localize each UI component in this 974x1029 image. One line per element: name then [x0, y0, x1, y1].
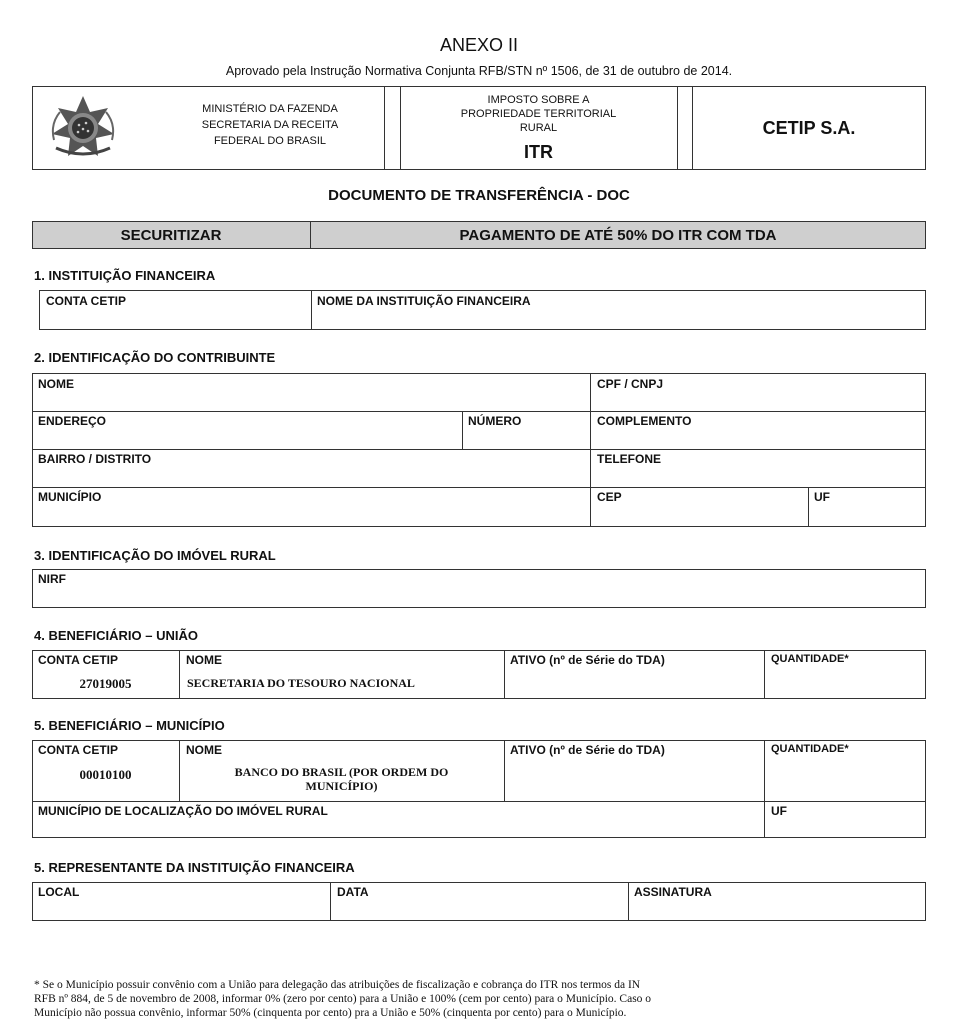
institution-name-field[interactable]: NOME DA INSTITUIÇÃO FINANCEIRA: [317, 294, 531, 308]
row-divider: [32, 411, 926, 412]
municipality-uf-field[interactable]: UF: [771, 804, 787, 818]
union-quantidade-field[interactable]: QUANTIDADE*: [771, 653, 849, 665]
company-name: CETIP S.A.: [762, 118, 856, 138]
section-beneficiary-municipality-title: 5. BENEFICIÁRIO – MUNICÍPIO: [34, 718, 225, 733]
telefone-field[interactable]: TELEFONE: [597, 452, 662, 466]
rural-property-box: [32, 569, 926, 608]
section-taxpayer-title: 2. IDENTIFICAÇÃO DO CONTRIBUINTE: [34, 350, 276, 365]
representative-box: [32, 882, 926, 921]
assinatura-field[interactable]: ASSINATURA: [634, 885, 712, 899]
union-nome-value: SECRETARIA DO TESOURO NACIONAL: [187, 676, 415, 690]
union-nome-label: NOME: [186, 653, 222, 667]
field-divider: [311, 290, 312, 330]
field-divider: [764, 740, 765, 838]
municipality-nome-label: NOME: [186, 743, 222, 757]
field-divider: [764, 650, 765, 699]
footnote-line1: * Se o Município possuir convênio com a União para delegação das atribuições de fiscalização e cobrança do ITR nos termos da IN: [34, 979, 641, 991]
section-rural-property-title: 3. IDENTIFICAÇÃO DO IMÓVEL RURAL: [34, 548, 276, 563]
field-divider: [590, 373, 591, 527]
annex-title: ANEXO II: [439, 35, 519, 55]
section-financial-institution-title: 1. INSTITUIÇÃO FINANCEIRA: [34, 268, 216, 283]
footnote-line3: Município não possua convênio, informar 50% (cinquenta por cento) pra a União e 50% (cinquenta por cento) para o Município.: [34, 1007, 627, 1019]
numero-field[interactable]: NÚMERO: [468, 414, 522, 428]
banner-right: PAGAMENTO DE ATÉ 50% DO ITR COM TDA: [459, 227, 777, 244]
union-conta-cetip-value: 27019005: [79, 676, 132, 691]
cpf-cnpj-field[interactable]: CPF / CNPJ: [597, 377, 664, 391]
municipality-location-field[interactable]: MUNICÍPIO DE LOCALIZAÇÃO DO IMÓVEL RURAL: [38, 804, 328, 818]
municipality-quantidade-field[interactable]: QUANTIDADE*: [771, 743, 849, 755]
data-field[interactable]: DATA: [337, 885, 369, 899]
tax-name-line2: PROPRIEDADE TERRITORIAL: [460, 108, 617, 120]
local-field[interactable]: LOCAL: [38, 885, 80, 899]
conta-cetip-field[interactable]: CONTA CETIP: [46, 294, 126, 308]
banner-left: SECURITIZAR: [120, 227, 222, 244]
union-conta-cetip-label: CONTA CETIP: [38, 653, 118, 667]
federal-name: FEDERAL DO BRASIL: [213, 135, 327, 147]
endereco-field[interactable]: ENDEREÇO: [38, 414, 107, 428]
cep-field[interactable]: CEP: [597, 490, 622, 504]
municipio-field[interactable]: MUNICÍPIO: [38, 490, 102, 504]
municipality-nome-value-line1: BANCO DO BRASIL (POR ORDEM DO: [234, 765, 449, 779]
field-divider: [179, 650, 180, 699]
field-divider: [330, 882, 331, 921]
tax-code: ITR: [524, 142, 553, 162]
header-divider: [677, 86, 678, 170]
row-divider: [32, 487, 926, 488]
footnote-line2: RFB nº 884, de 5 de novembro de 2008, informar 0% (zero por cento) para a União e 100% (cem por cento) para o Município. Caso o: [34, 993, 652, 1005]
field-divider: [504, 650, 505, 699]
nome-field[interactable]: NOME: [38, 377, 74, 391]
row-divider: [32, 449, 926, 450]
bairro-field[interactable]: BAIRRO / DISTRITO: [38, 452, 152, 466]
document-title: DOCUMENTO DE TRANSFERÊNCIA - DOC: [328, 187, 630, 204]
row-divider: [32, 801, 926, 802]
section-beneficiary-union-title: 4. BENEFICIÁRIO – UNIÃO: [34, 628, 198, 643]
nirf-field[interactable]: NIRF: [38, 572, 66, 586]
secretariat-name: SECRETARIA DA RECEITA: [201, 119, 339, 131]
complemento-field[interactable]: COMPLEMENTO: [597, 414, 692, 428]
field-divider: [504, 740, 505, 801]
municipality-nome-value-line2: MUNICÍPIO): [305, 779, 378, 793]
field-divider: [808, 487, 809, 527]
field-divider: [462, 411, 463, 449]
taxpayer-box: [32, 373, 926, 527]
approval-line: Aprovado pela Instrução Normativa Conjunta RFB/STN nº 1506, de 31 de outubro de 2014.: [225, 64, 733, 78]
coat-of-arms-seal: [46, 94, 120, 162]
field-divider: [628, 882, 629, 921]
municipality-ativo-field[interactable]: ATIVO (nº de Série do TDA): [510, 743, 665, 757]
municipality-conta-cetip-value: 00010100: [79, 767, 132, 782]
uf-field[interactable]: UF: [814, 490, 830, 504]
tax-name-line1: IMPOSTO SOBRE A: [487, 94, 590, 106]
tax-name-line3: RURAL: [519, 122, 558, 134]
union-ativo-field[interactable]: ATIVO (nº de Série do TDA): [510, 653, 665, 667]
municipality-conta-cetip-label: CONTA CETIP: [38, 743, 118, 757]
ministry-name: MINISTÉRIO DA FAZENDA: [202, 103, 338, 115]
section-representative-title: 5. REPRESENTANTE DA INSTITUIÇÃO FINANCEIRA: [34, 860, 355, 875]
